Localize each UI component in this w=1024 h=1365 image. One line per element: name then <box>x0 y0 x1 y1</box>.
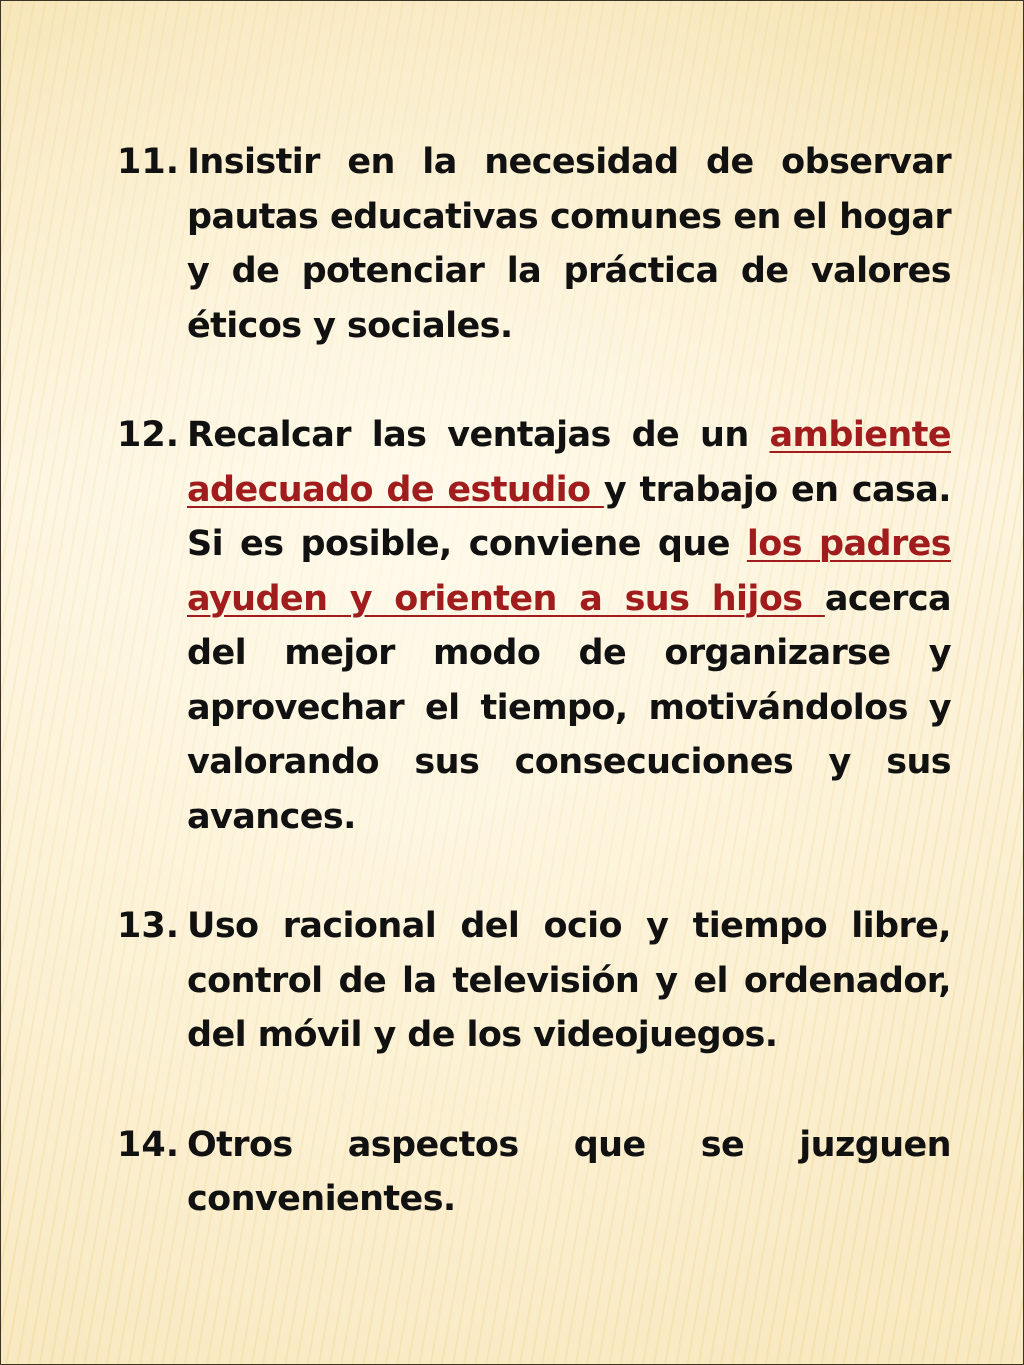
list-item-14 <box>117 1118 951 1227</box>
list-item-12 <box>117 408 951 844</box>
item-text-part: acerca del mejor modo de organizarse y aprovechar el tiempo, motivándolos y valorando sus consecuciones y sus avances. <box>187 578 951 837</box>
item-text <box>187 408 951 844</box>
item-text: Insistir en la necesidad de observar pautas educativas comunes en el hogar y de potenciar la práctica de valores éticos y sociales. <box>187 142 951 346</box>
item-text: Uso racional del ocio y tiempo libre, control de la televisión y el ordenador, del móvil y de los videojuegos. <box>187 906 951 1055</box>
list-item-13 <box>117 899 951 1063</box>
highlight-parents-help: los padres ayuden y orienten a sus hijos <box>187 524 951 619</box>
item-text-part: Recalcar las ventajas de un <box>187 415 770 455</box>
numbered-list <box>117 135 951 1282</box>
item-number: 12. <box>117 415 180 455</box>
item-number: 11. <box>117 142 180 182</box>
item-text: Otros aspectos que se juzguen convenientes. <box>187 1124 951 1219</box>
item-number: 13. <box>117 906 180 946</box>
item-text-part: y trabajo en casa. Si es posible, conviene que <box>187 469 951 564</box>
list-item-11 <box>117 135 951 353</box>
item-number: 14. <box>117 1124 180 1165</box>
highlight-study-environment: ambiente adecuado de estudio <box>187 415 951 510</box>
